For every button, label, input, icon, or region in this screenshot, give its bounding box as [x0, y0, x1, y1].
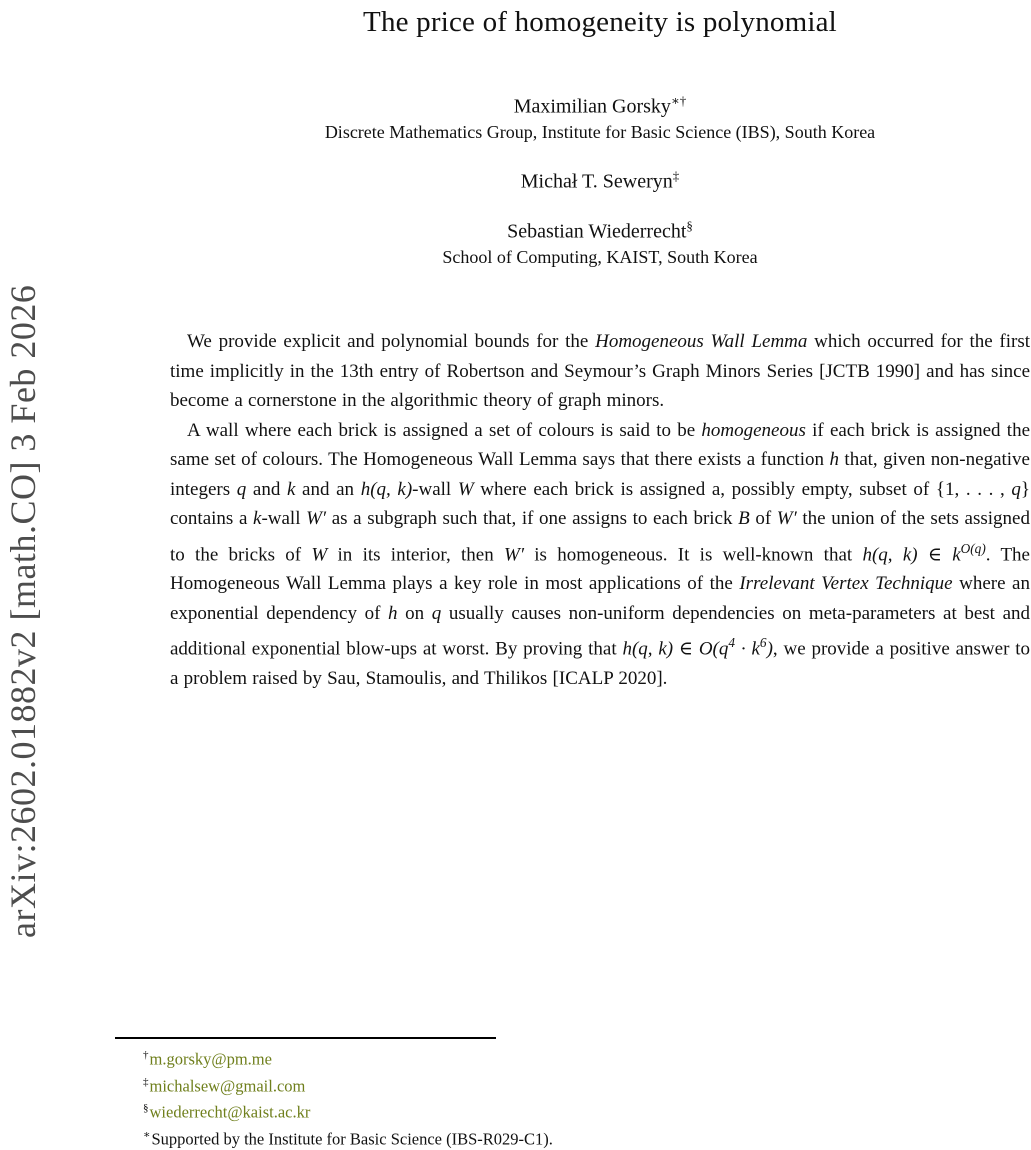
authors-block: [170, 88, 1030, 269]
author-name-seweryn: [170, 163, 1030, 195]
author-name-text: Michał T. Seweryn: [521, 170, 673, 192]
affiliation-kaist: School of Computing, KAIST, South Korea: [170, 245, 1030, 269]
footnotes: [143, 1044, 553, 1150]
footnote-funding: [143, 1124, 553, 1150]
author-marks: ∗†: [671, 93, 686, 108]
author-name-wiederrecht: [170, 213, 1030, 245]
author-marks: ‡: [673, 168, 680, 183]
footnote-rule: [115, 1037, 496, 1039]
email-link-seweryn[interactable]: michalsew@gmail.com: [150, 1076, 306, 1095]
footnote-seweryn-email: [143, 1071, 553, 1098]
arxiv-watermark: arXiv:2602.01882v2 [math.CO] 3 Feb 2026: [2, 182, 44, 938]
abstract-paragraph-2: A wall where each brick is assigned a set of colours is said to be homogeneous if each brick is assigned the same set of colours. The Homogeneous Wall Lemma says that there exists a function h that, given non-negative integers q and k and an h(q, k)-wall W where each brick is assigned a, possibly empty, subset of {1, . . . , q} contains a k-wall W′ as a subgraph such that, if one assigns to each brick B of W′ the union of the sets assigned to the bricks of W in its interior, then W′ is homogeneous. It is well-known that h(q, k) ∈ $k^{O(q)}$. The Homogeneous Wall Lemma plays a key role in most applications of the Irrelevant Vertex Technique where an exponential dependency of h on q usually causes non-uniform dependencies on meta-parameters at best and additional exponential blow-ups at worst. By proving that h(q, k) ∈ $O(q^4 \cdot k^6)$, we provide a positive answer to a problem raised by Sau, Stamoulis, and Thilikos [ICALP 2020].: [170, 416, 1030, 694]
paper-title: The price of homogeneity is polynomial: [170, 0, 1030, 39]
abstract: [170, 327, 1030, 694]
author-name-text: Maximilian Gorsky: [514, 96, 671, 118]
email-link-gorsky[interactable]: m.gorsky@pm.me: [150, 1050, 272, 1069]
author-marks: §: [686, 218, 693, 233]
author-name-gorsky: [170, 88, 1030, 120]
affiliation-ibs: Discrete Mathematics Group, Institute for Basic Science (IBS), South Korea: [170, 120, 1030, 144]
footnote-text: Supported by the Institute for Basic Science (IBS-R029-C1).: [151, 1129, 552, 1148]
footnote-gorsky-email: [143, 1044, 553, 1071]
footnote-mark: ∗: [143, 1129, 150, 1141]
footnote-mark: ‡: [143, 1076, 149, 1088]
footnote-wiederrecht-email: [143, 1097, 553, 1124]
paper-page: [170, 0, 1030, 39]
author-name-text: Sebastian Wiederrecht: [507, 221, 686, 243]
footnote-mark: §: [143, 1102, 149, 1114]
footnote-mark: †: [143, 1049, 149, 1061]
abstract-paragraph-1: We provide explicit and polynomial bounds for the Homogeneous Wall Lemma which occurred for the first time implicitly in the 13th entry of Robertson and Seymour’s Graph Minors Series [JCTB 1990] and has since become a cornerstone in the algorithmic theory of graph minors.: [170, 327, 1030, 416]
email-link-wiederrecht[interactable]: wiederrecht@kaist.ac.kr: [150, 1103, 311, 1122]
